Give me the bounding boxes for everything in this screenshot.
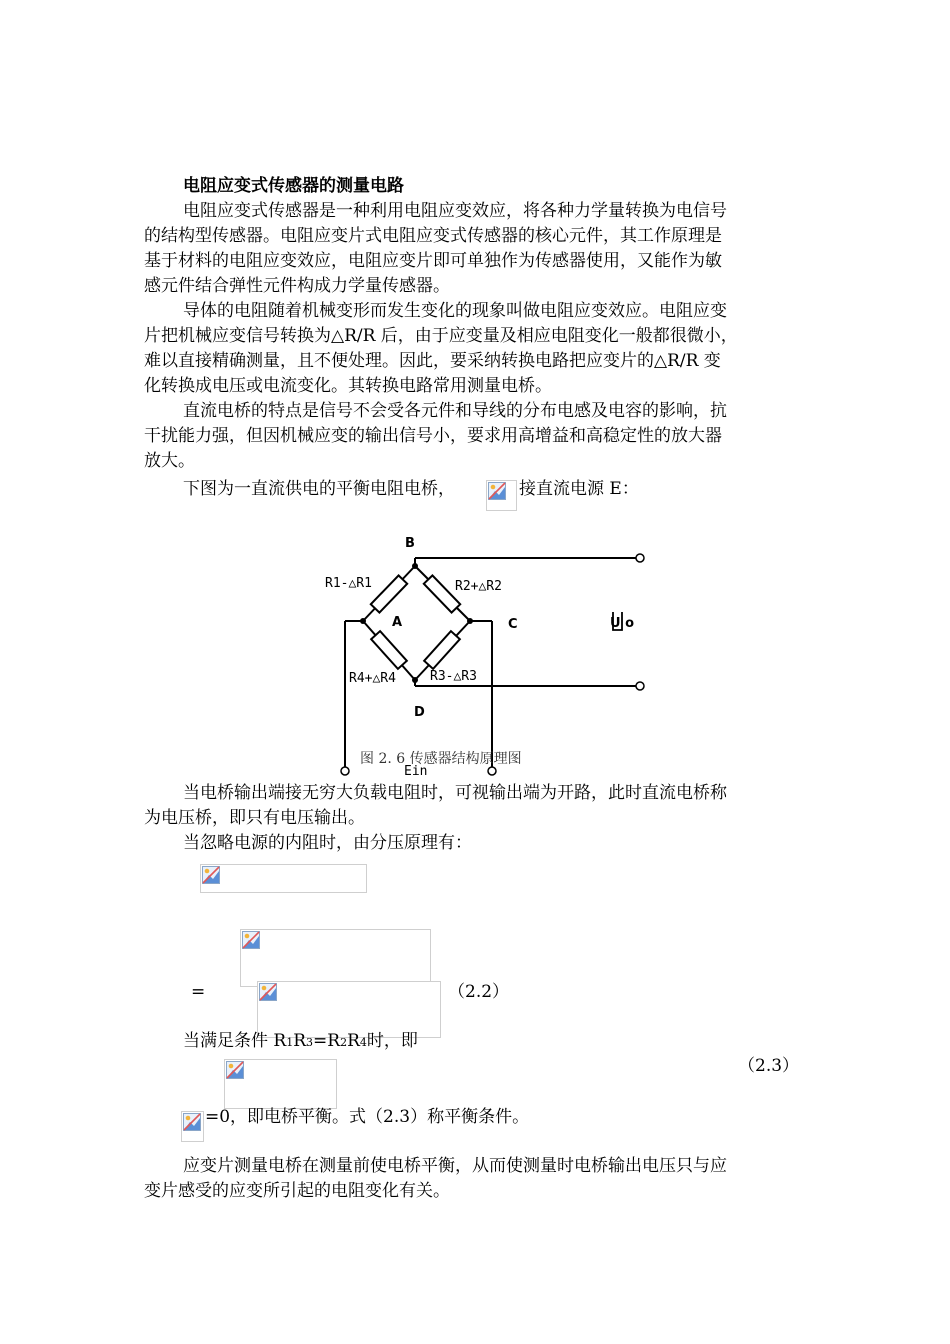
paragraph-5-line-2: 为电压桥，即只有电压输出。 — [144, 808, 365, 828]
balance-condition-line: 当满足条件 R1R3=R2R4时，即 — [183, 1031, 418, 1051]
paragraph-2-line-1: 导体的电阻随着机械变形而发生变化的现象叫做电阻应变效应。电阻应变 — [183, 301, 727, 321]
resistor-r1 — [371, 575, 407, 612]
broken-image-icon — [226, 1061, 244, 1079]
formula-image-3 — [224, 1059, 337, 1109]
paragraph-2-line-3: 难以直接精确测量，且不便处理。因此，要采纳转换电路把应变片的△R/R 变 — [144, 351, 721, 371]
broken-image-icon — [242, 931, 260, 949]
input-voltage-label: Ein — [404, 764, 428, 779]
paragraph-1-line-2: 的结构型传感器。电阻应变片式电阻应变式传感器的核心元件，其工作原理是 — [144, 226, 722, 246]
resistor-r3 — [424, 631, 460, 669]
paragraph-5-line-1: 当电桥输出端接无穷大负载电阻时，可视输出端为开路，此时直流电桥称 — [183, 783, 727, 803]
section-heading: 电阻应变式传感器的测量电路 — [183, 176, 404, 196]
paragraph-1-line-3: 基于材料的电阻应变效应，电阻应变片即可单独作为传感器使用，又能作为敏 — [144, 251, 722, 271]
balance-statement: =0，即电桥平衡。式（2.3）称平衡条件。 — [205, 1107, 530, 1127]
formula-image-4 — [181, 1111, 204, 1142]
node-d-label: D — [414, 705, 425, 720]
broken-image-icon — [202, 866, 220, 884]
equation-number-2-3: （2.3） — [738, 1056, 800, 1076]
r4-label: R4+△R4 — [349, 671, 396, 686]
node-a-label: A — [392, 615, 403, 630]
formula-image-2-numerator — [240, 929, 431, 987]
node-c-label: C — [508, 617, 518, 632]
paragraph-3-line-1: 直流电桥的特点是信号不会受各元件和导线的分布电感及电容的影响，抗 — [183, 401, 727, 421]
paragraph-3-line-2: 干扰能力强，但因机械应变的输出信号小，要求用高增益和高稳定性的放大器 — [144, 426, 722, 446]
r3-label: R3-△R3 — [430, 669, 477, 684]
paragraph-2-line-4: 化转换成电压或电流变化。其转换电路常用测量电桥。 — [144, 376, 552, 396]
node-b-label: B — [405, 536, 415, 551]
broken-image-icon — [259, 983, 277, 1001]
r2-label: R2+△R2 — [455, 579, 502, 594]
paragraph-7-line-2: 变片感受的应变所引起的电阻变化有关。 — [144, 1181, 450, 1201]
resistor-r4 — [371, 631, 407, 669]
broken-image-icon — [183, 1113, 201, 1131]
paragraph-3-line-3: 放大。 — [144, 451, 195, 471]
figure-caption: 图 2. 6 传感器结构原理图 — [360, 751, 522, 767]
formula-image-1 — [200, 864, 367, 893]
paragraph-4-text-a: 下图为一直流供电的平衡电阻电桥， — [183, 479, 455, 499]
equation-number-2-2: （2.2） — [448, 982, 510, 1002]
paragraph-6: 当忽略电源的内阻时，由分压原理有： — [183, 833, 472, 853]
paragraph-4-text-b: 接直流电源 E： — [519, 479, 639, 499]
paragraph-7-line-1: 应变片测量电桥在测量前使电桥平衡，从而使测量时电桥输出电压只与应 — [183, 1156, 727, 1176]
paragraph-1-line-4: 感元件结合弹性元件构成力学量传感器。 — [144, 276, 450, 296]
r1-label: R1-△R1 — [325, 576, 372, 591]
paragraph-1-line-1: 电阻应变式传感器是一种利用电阻应变效应，将各种力学量转换为电信号 — [183, 201, 727, 221]
equals-sign: = — [191, 982, 206, 1002]
paragraph-2-line-2: 片把机械应变信号转换为△R/R 后，由于应变量及相应电阻变化一般都很微小， — [144, 326, 738, 346]
output-voltage-label: U o — [610, 616, 635, 631]
